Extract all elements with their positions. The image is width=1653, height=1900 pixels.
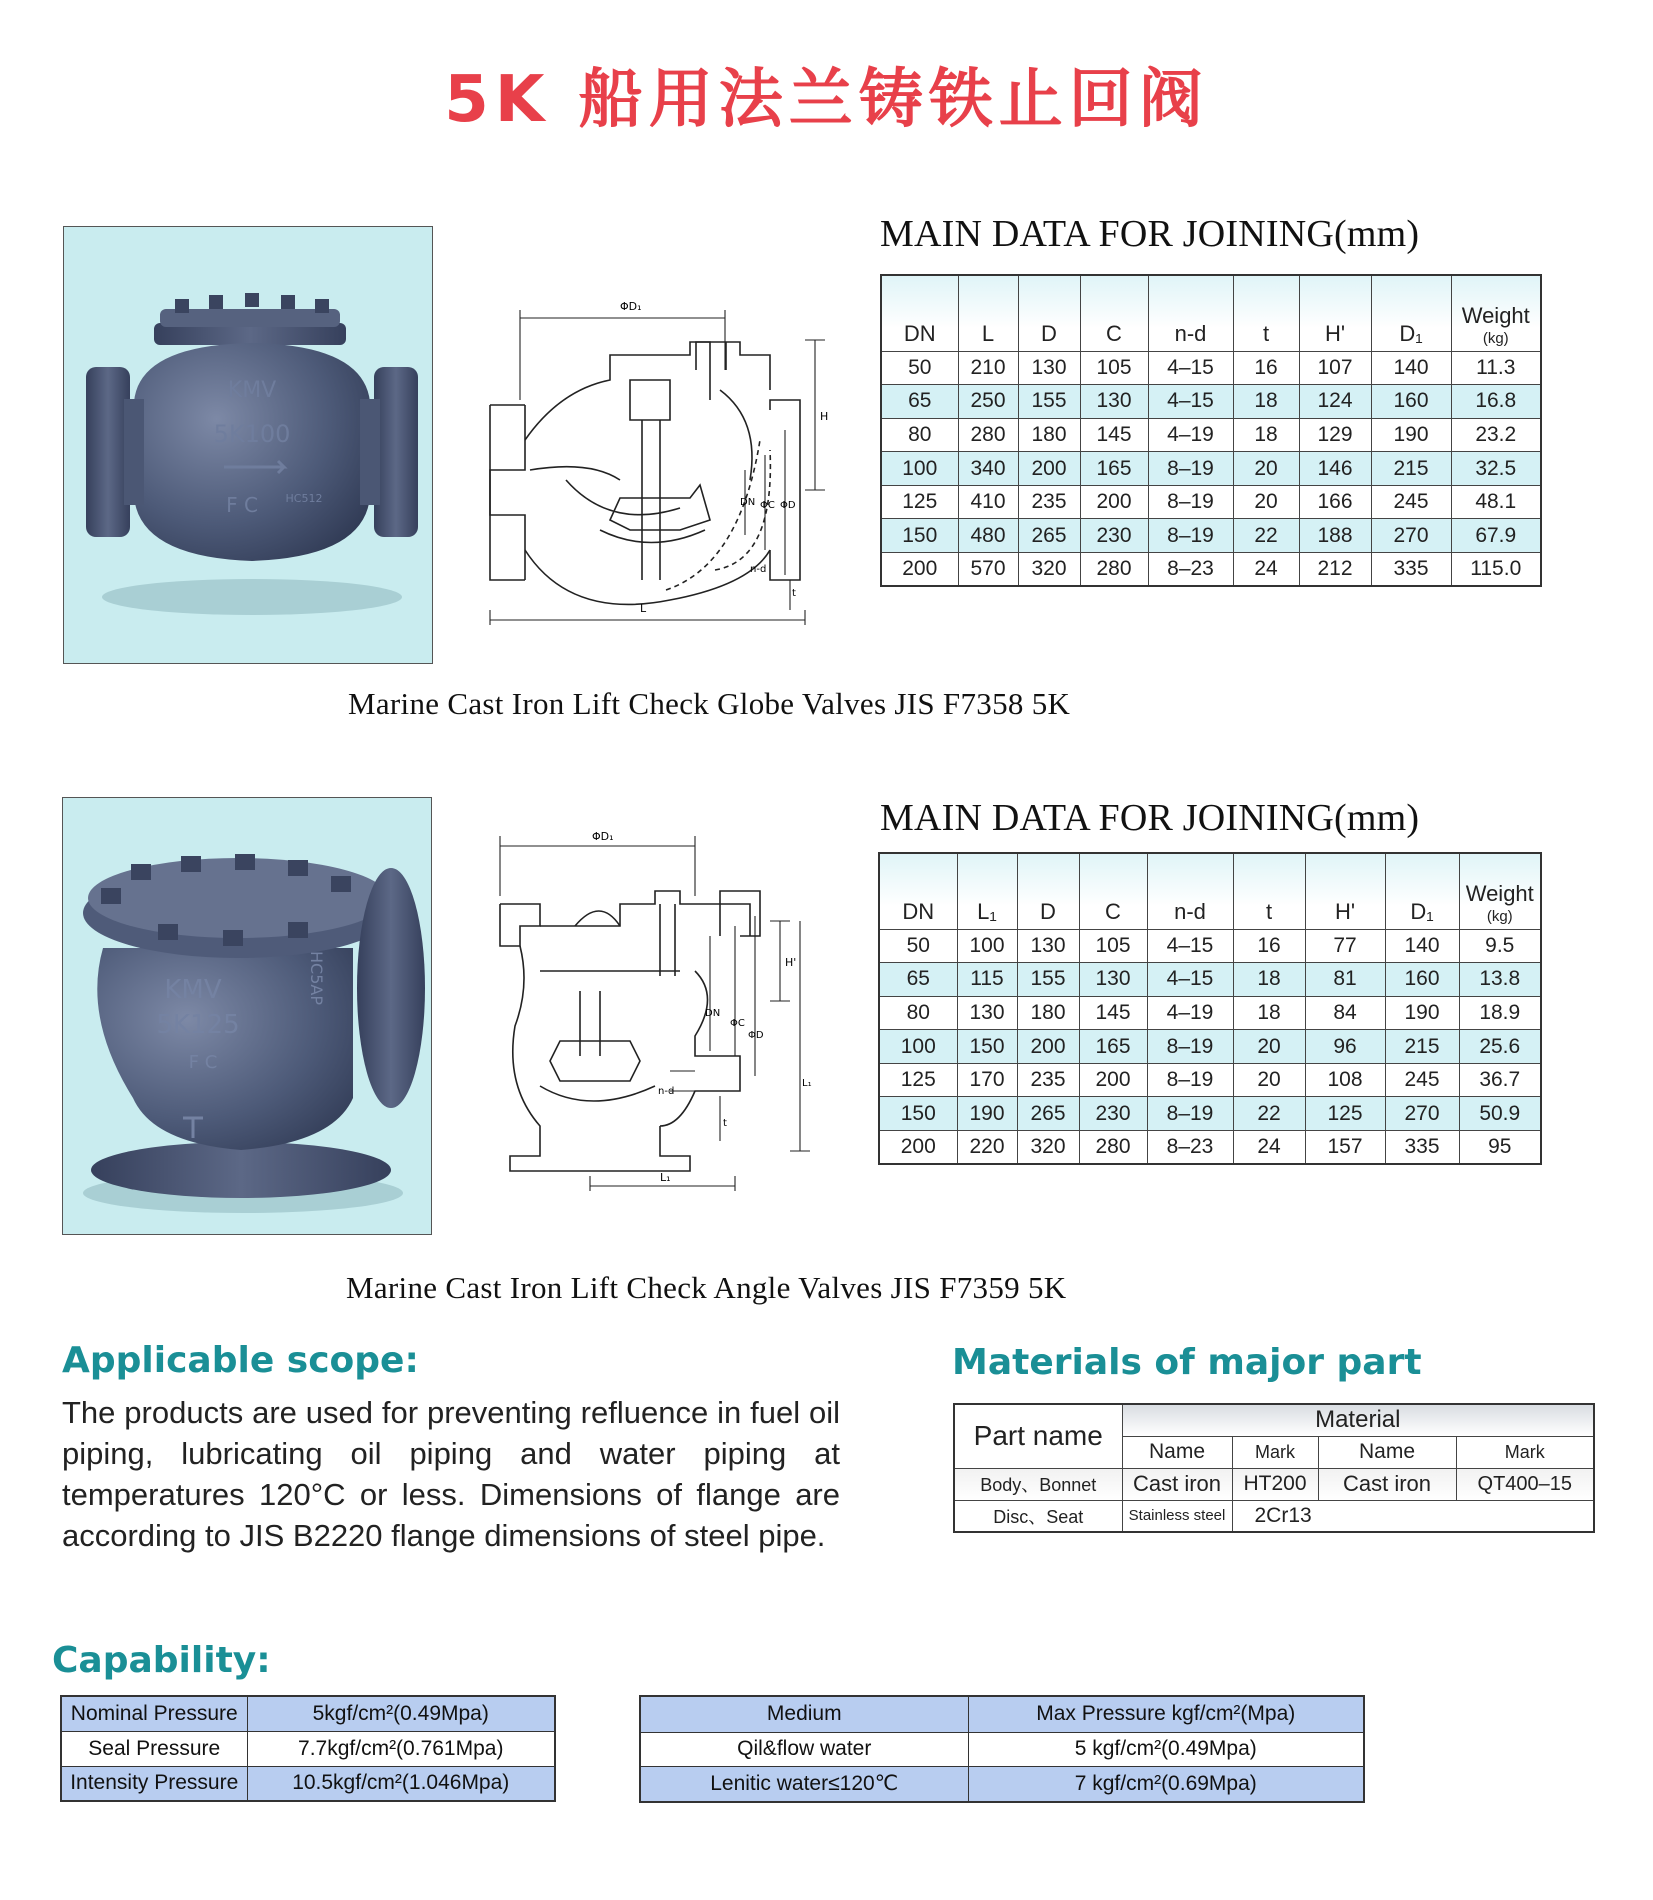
cell: 18 [1233,996,1305,1030]
globe-table-title: MAIN DATA FOR JOINING(mm) [880,213,1420,255]
cell: 4–19 [1148,418,1233,452]
cell: 65 [881,385,958,419]
cell: 8–23 [1147,1131,1233,1165]
cell: 8–19 [1148,452,1233,486]
cell: 23.2 [1451,418,1541,452]
cell: 80 [881,418,958,452]
cell: 105 [1079,929,1147,963]
table-row [879,1131,1541,1165]
cell: 570 [958,553,1018,587]
cell: 80 [879,996,957,1030]
globe-drawing-label-d1: ΦD₁ [620,300,642,313]
cell: 220 [957,1131,1017,1165]
cell: 235 [1017,1063,1079,1097]
cell: 145 [1080,418,1148,452]
angle-col-weight-unit: (kg) [1486,907,1513,925]
cell: 100 [957,929,1017,963]
angle-drawing-label-d: ΦD [748,1030,764,1041]
medium-table [639,1695,1365,1803]
cell: 67.9 [1451,519,1541,553]
angle-col-d1: D₁ [1385,853,1459,929]
globe-col-nd: n-d [1148,275,1233,351]
table-row [61,1731,555,1766]
cell: 190 [957,1097,1017,1131]
cell: Nominal Pressure [61,1696,247,1731]
angle-photo-cast-model: 5K125 [156,1010,240,1040]
cell: 130 [1080,385,1148,419]
materials-heading: Materials of major part [952,1342,1422,1383]
cell: 16 [1233,929,1305,963]
cell: 20 [1233,1030,1305,1064]
cell: 124 [1299,385,1371,419]
angle-col-weight-label: Weight [1465,880,1534,906]
cell: 16 [1233,351,1299,385]
angle-drawing-label-nd: n-d [658,1086,675,1097]
table-row [881,485,1541,519]
cell: 7.7kgf/cm²(0.761Mpa) [247,1731,555,1766]
cell: 20 [1233,485,1299,519]
table-row [879,996,1541,1030]
angle-drawing-label-h: H' [785,956,797,969]
angle-data-table [878,852,1542,1165]
cell: 200 [1079,1063,1147,1097]
table-row [879,1063,1541,1097]
cell: 125 [881,485,958,519]
cell: 81 [1305,963,1385,997]
cell: 335 [1385,1131,1459,1165]
cell: 245 [1385,1063,1459,1097]
globe-photo-cast-kmv: KMV [227,378,277,403]
cell: 20 [1233,1063,1305,1097]
cell: 150 [881,519,958,553]
table-row [954,1468,1594,1500]
cell: 4–19 [1147,996,1233,1030]
angle-caption: Marine Cast Iron Lift Check Angle Valves JIS F7359 5K [346,1270,1067,1305]
cell: 170 [957,1063,1017,1097]
cell: Seal Pressure [61,1731,247,1766]
cell: 25.6 [1459,1030,1541,1064]
cell: 200 [881,553,958,587]
globe-data-table [880,274,1542,587]
cell: 410 [958,485,1018,519]
cell: Disc、Seat [954,1500,1122,1532]
cell: 157 [1305,1131,1385,1165]
cell: 2Cr13 [1232,1500,1594,1532]
cell: 180 [1017,996,1079,1030]
cell: 230 [1080,519,1148,553]
cell: 100 [879,1030,957,1064]
cell: 96 [1305,1030,1385,1064]
cell: 190 [1385,996,1459,1030]
cell: HT200 [1232,1468,1318,1500]
cell: 155 [1018,385,1080,419]
cell: 18 [1233,385,1299,419]
cell: Cast iron [1318,1468,1456,1500]
table-row [881,452,1541,486]
angle-drawing-label-t: t [723,1118,727,1129]
globe-drawing-label-t: t [792,588,796,599]
angle-table-title: MAIN DATA FOR JOINING(mm) [880,797,1420,839]
globe-col-weight-label: Weight [1461,302,1530,328]
cell: 320 [1017,1131,1079,1165]
globe-table-header [881,275,1541,351]
cell: 215 [1371,452,1451,486]
cell: 8–19 [1147,1030,1233,1064]
angle-drawing-label-d1: ΦD₁ [592,830,614,843]
cell: 5kgf/cm²(0.49Mpa) [247,1696,555,1731]
materials-sub-mark-2: Mark [1456,1436,1594,1468]
globe-caption: Marine Cast Iron Lift Check Globe Valves JIS F7358 5K [348,686,1071,721]
globe-drawing-label-c: ΦC [760,500,775,511]
table-row [879,963,1541,997]
cell: 166 [1299,485,1371,519]
materials-part-name-header: Part name [954,1404,1122,1468]
cell: 8–19 [1147,1097,1233,1131]
angle-col-t: t [1233,853,1305,929]
angle-col-weight [1459,853,1541,929]
cell: 188 [1299,519,1371,553]
table-row [640,1766,1364,1802]
table-row [881,351,1541,385]
cell: 13.8 [1459,963,1541,997]
angle-photo-cast-fc: F C [188,1052,218,1073]
cell: 160 [1385,963,1459,997]
scope-heading: Applicable scope: [62,1340,419,1381]
cell: 77 [1305,929,1385,963]
globe-photo-cast-fc: F C [226,493,258,517]
cell: 125 [879,1063,957,1097]
table-row [954,1500,1594,1532]
globe-photo-cast-model: 5K100 [213,420,291,448]
cell: 265 [1017,1097,1079,1131]
table-row [881,553,1541,587]
cell: 115 [957,963,1017,997]
cell: 200 [1017,1030,1079,1064]
cell: 280 [958,418,1018,452]
angle-drawing-label-c: ΦC [730,1018,745,1029]
cell: 200 [1080,485,1148,519]
cell: QT400–15 [1456,1468,1594,1500]
cell: 270 [1385,1097,1459,1131]
globe-photo-cast-code: HC512 [285,492,323,505]
cell: 200 [1018,452,1080,486]
table-row [61,1696,555,1731]
cell: 9.5 [1459,929,1541,963]
cell: Intensity Pressure [61,1766,247,1801]
cell: 105 [1080,351,1148,385]
materials-table [953,1403,1595,1533]
cell: 129 [1299,418,1371,452]
angle-drawing-label-l1: L₁ [660,1171,671,1184]
globe-drawing-label-h: H [820,410,829,423]
cell: 95 [1459,1131,1541,1165]
cell: 180 [1018,418,1080,452]
cell: 245 [1371,485,1451,519]
cell: 4–15 [1148,351,1233,385]
cell: 24 [1233,553,1299,587]
cell: 280 [1080,553,1148,587]
globe-col-h: H' [1299,275,1371,351]
page-title: 5K 船用法兰铸铁止回阀 [444,63,1209,137]
globe-drawing-label-dn: DN [740,497,756,508]
cell: 50 [879,929,957,963]
cell: 235 [1018,485,1080,519]
cell: 320 [1018,553,1080,587]
cell: 130 [1018,351,1080,385]
cell: 108 [1305,1063,1385,1097]
cell: 130 [957,996,1017,1030]
cell: 8–23 [1148,553,1233,587]
angle-col-l1: L₁ [957,853,1017,929]
table-row [640,1732,1364,1766]
cell: 5 kgf/cm²(0.49Mpa) [968,1732,1364,1766]
cell: 125 [1305,1097,1385,1131]
globe-drawing-label-nd: n-d [750,564,767,575]
cell: 140 [1371,351,1451,385]
globe-col-weight [1451,275,1541,351]
cell: 32.5 [1451,452,1541,486]
materials-material-header: Material [1122,1404,1594,1436]
angle-col-d: D [1017,853,1079,929]
cell: 18 [1233,418,1299,452]
globe-col-l: L [958,275,1018,351]
angle-col-h: H' [1305,853,1385,929]
scope-text: The products are used for preventing refluence in fuel oil piping, lubricating oil piping and water piping at temperatures 120°C or less. Dimensions of flange are according to JIS B2220 flange dimensions of steel pipe. [62,1395,840,1553]
cell: 150 [879,1097,957,1131]
globe-col-d1: D₁ [1371,275,1451,351]
medium-col-medium: Medium [640,1696,968,1732]
materials-header-row [954,1404,1594,1436]
angle-valve-photo [62,797,432,1235]
cell: 20 [1233,452,1299,486]
cell: 340 [958,452,1018,486]
angle-col-dn: DN [879,853,957,929]
capability-heading: Capability: [52,1640,271,1681]
cell: 50.9 [1459,1097,1541,1131]
cell: 146 [1299,452,1371,486]
angle-drawing-label-l1-vertical: L₁ [802,1078,812,1089]
pressure-table [60,1695,556,1802]
cell: 335 [1371,553,1451,587]
cell: 65 [879,963,957,997]
cell: 107 [1299,351,1371,385]
cell: Qil&flow water [640,1732,968,1766]
materials-sub-name-2: Name [1318,1436,1456,1468]
cell: 36.7 [1459,1063,1541,1097]
cell: 250 [958,385,1018,419]
angle-table-header [879,853,1541,929]
medium-col-max-pressure: Max Pressure kgf/cm²(Mpa) [968,1696,1364,1732]
cell: 190 [1371,418,1451,452]
cell: Stainless steel [1122,1500,1232,1532]
cell: 48.1 [1451,485,1541,519]
cell: 7 kgf/cm²(0.69Mpa) [968,1766,1364,1802]
globe-drawing-label-d: ΦD [780,500,796,511]
angle-photo-cast-kmv: KMV [164,975,222,1005]
globe-valve-drawing [470,280,830,630]
cell: Lenitic water≤120℃ [640,1766,968,1802]
angle-photo-cast-code: HC5AP [307,951,326,1005]
cell: 215 [1385,1030,1459,1064]
cell: 4–15 [1147,929,1233,963]
cell: 22 [1233,519,1299,553]
cell: 18.9 [1459,996,1541,1030]
cell: 270 [1371,519,1451,553]
cell: 165 [1079,1030,1147,1064]
cell: 230 [1079,1097,1147,1131]
table-row [879,1030,1541,1064]
cell: 18 [1233,963,1305,997]
globe-col-t: t [1233,275,1299,351]
cell: 50 [881,351,958,385]
cell: 130 [1017,929,1079,963]
cell: 8–19 [1148,519,1233,553]
cell: 130 [1079,963,1147,997]
table-row [881,519,1541,553]
cell: 160 [1371,385,1451,419]
materials-sub-name-1: Name [1122,1436,1232,1468]
materials-sub-mark-1: Mark [1232,1436,1318,1468]
cell: 150 [957,1030,1017,1064]
globe-drawing-label-l: L [640,602,647,615]
cell: 155 [1017,963,1079,997]
cell: 4–15 [1147,963,1233,997]
angle-col-c: C [1079,853,1147,929]
cell: 210 [958,351,1018,385]
cell: 24 [1233,1131,1305,1165]
cell: 200 [879,1131,957,1165]
globe-col-c: C [1080,275,1148,351]
cell: 265 [1018,519,1080,553]
cell: 4–15 [1148,385,1233,419]
cell: 11.3 [1451,351,1541,385]
table-row [881,418,1541,452]
cell: 22 [1233,1097,1305,1131]
angle-col-nd: n-d [1147,853,1233,929]
cell: 8–19 [1148,485,1233,519]
cell: 280 [1079,1131,1147,1165]
cell: Cast iron [1122,1468,1232,1500]
medium-header-row [640,1696,1364,1732]
cell: 145 [1079,996,1147,1030]
cell: 165 [1080,452,1148,486]
angle-valve-drawing [480,826,840,1196]
table-row [881,385,1541,419]
table-row [879,1097,1541,1131]
cell: 100 [881,452,958,486]
cell: 140 [1385,929,1459,963]
cell: 480 [958,519,1018,553]
globe-col-dn: DN [881,275,958,351]
table-row [879,929,1541,963]
globe-valve-photo [63,226,433,664]
angle-drawing-label-dn: DN [705,1008,721,1019]
globe-col-d: D [1018,275,1080,351]
globe-col-weight-unit: (kg) [1482,329,1509,347]
cell: 16.8 [1451,385,1541,419]
cell: 115.0 [1451,553,1541,587]
cell: 84 [1305,996,1385,1030]
cell: 10.5kgf/cm²(1.046Mpa) [247,1766,555,1801]
cell: Body、Bonnet [954,1468,1122,1500]
table-row [61,1766,555,1801]
cell: 212 [1299,553,1371,587]
cell: 8–19 [1147,1063,1233,1097]
